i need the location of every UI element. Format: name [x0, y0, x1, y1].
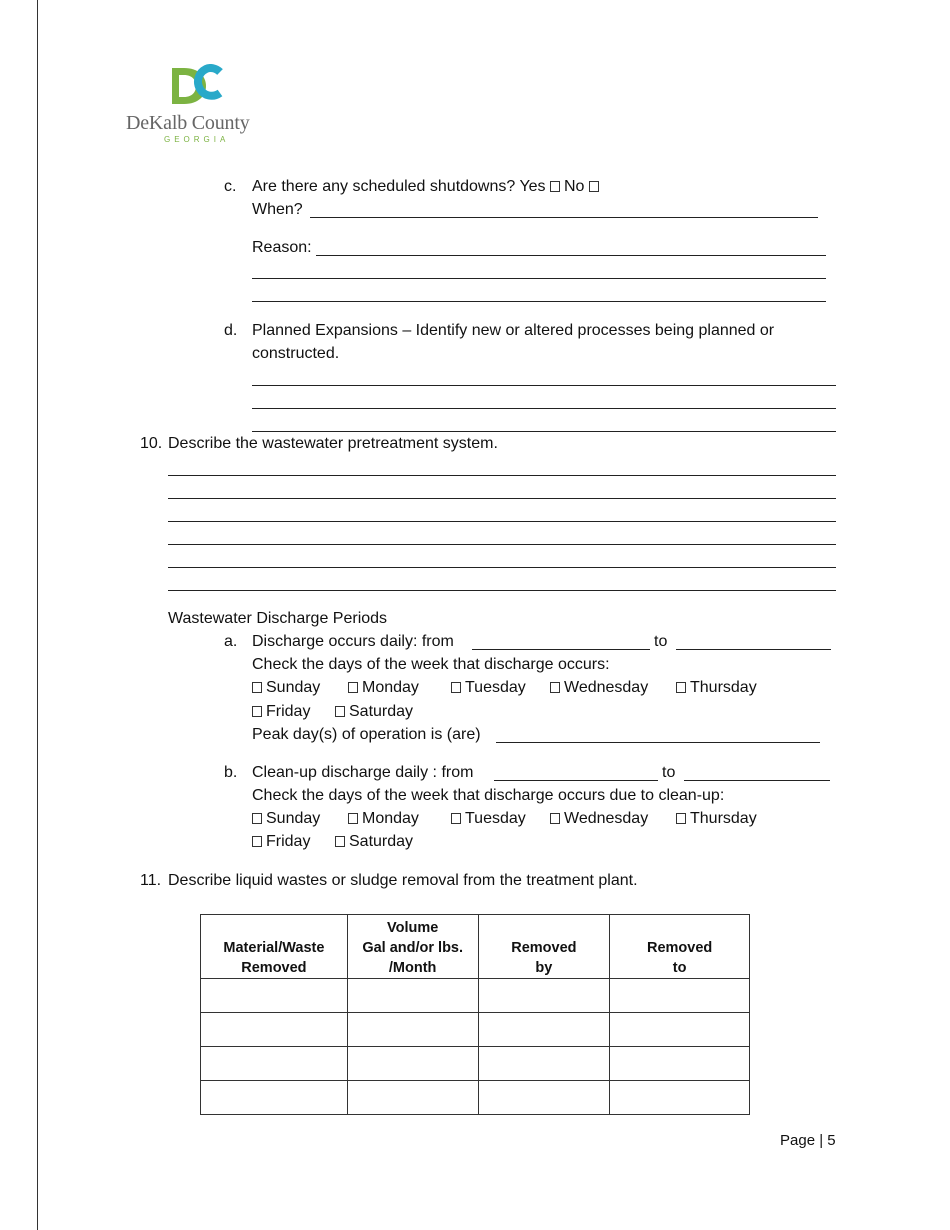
q9d-input-line[interactable] [252, 385, 836, 386]
table-cell[interactable] [201, 1081, 348, 1115]
table-cell[interactable] [610, 1013, 750, 1047]
day-label: Tuesday [465, 810, 526, 827]
checkbox-icon [676, 682, 686, 693]
day-friday-checkbox[interactable] [252, 702, 310, 722]
day-thursday-checkbox[interactable] [676, 678, 757, 698]
q9c-reason-input-line[interactable] [252, 301, 826, 302]
day-label: Sunday [266, 679, 321, 696]
q9c-no-label: No [564, 178, 585, 195]
col-header-material: Material/Waste Removed [201, 915, 348, 979]
q9c-yes-checkbox[interactable] [550, 181, 560, 192]
table-row [201, 979, 750, 1013]
cleanup-day-friday-checkbox[interactable] [252, 832, 310, 852]
discharge-a-text: Discharge occurs daily: from [252, 633, 454, 650]
table-cell[interactable] [347, 979, 478, 1013]
cleanup-day-wednesday-checkbox[interactable] [550, 809, 648, 829]
checkbox-icon [348, 813, 358, 824]
discharge-b-to-label: to [662, 764, 676, 781]
checkbox-icon [252, 706, 262, 717]
table-header-row [201, 915, 750, 979]
day-label: Monday [362, 679, 419, 696]
table-cell[interactable] [610, 979, 750, 1013]
q9c-reason-input-line[interactable] [252, 278, 826, 279]
day-label: Saturday [349, 833, 414, 850]
table-cell[interactable] [347, 1013, 478, 1047]
discharge-a-from-input[interactable] [472, 649, 650, 650]
checkbox-icon [451, 682, 461, 693]
table-cell[interactable] [478, 1081, 610, 1115]
col-header-volume: Volume Gal and/or lbs. /Month [347, 915, 478, 979]
discharge-a-to-label: to [654, 633, 668, 650]
q10-number: 10. [140, 435, 163, 452]
checkbox-icon [335, 706, 345, 717]
q9d-input-line[interactable] [252, 408, 836, 409]
table-cell[interactable] [201, 1013, 348, 1047]
day-label: Friday [266, 833, 311, 850]
checkbox-icon [252, 813, 262, 824]
day-label: Tuesday [465, 679, 526, 696]
checkbox-icon [550, 682, 560, 693]
day-monday-checkbox[interactable] [348, 678, 419, 698]
logo-org-name: DeKalb County [126, 112, 250, 134]
day-wednesday-checkbox[interactable] [550, 678, 648, 698]
q10-text: Describe the wastewater pretreatment system. [168, 435, 498, 452]
table-row [201, 1047, 750, 1081]
logo-state: GEORGIA [164, 135, 230, 144]
q9c-when-label: When? [252, 201, 303, 218]
page-number: Page | 5 [780, 1132, 836, 1149]
day-label: Monday [362, 810, 419, 827]
q10-input-line[interactable] [168, 475, 836, 476]
discharge-b-letter: b. [224, 764, 238, 781]
q10-input-line[interactable] [168, 498, 836, 499]
table-cell[interactable] [201, 1047, 348, 1081]
q9c-text: Are there any scheduled shutdowns? Yes [252, 178, 546, 195]
q9d-line2: constructed. [252, 345, 340, 362]
checkbox-icon [252, 836, 262, 847]
discharge-b-check-text: Check the days of the week that discharge occurs due to clean-up: [252, 787, 725, 804]
checkbox-icon [451, 813, 461, 824]
table-cell[interactable] [478, 1047, 610, 1081]
dc-logo-icon [168, 64, 228, 108]
q9c-when-input-line[interactable] [310, 217, 818, 218]
discharge-a-to-input[interactable] [676, 649, 831, 650]
q9d-line1: Planned Expansions – Identify new or altered processes being planned or [252, 322, 775, 339]
day-sunday-checkbox[interactable] [252, 678, 320, 698]
checkbox-icon [348, 682, 358, 693]
page-margin-line [37, 0, 38, 1230]
day-label: Friday [266, 703, 311, 720]
col-header-removed-by: Removed by [478, 915, 610, 979]
discharge-b-from-input[interactable] [494, 780, 658, 781]
q9d-input-line[interactable] [252, 431, 836, 432]
q9c-question [252, 177, 603, 197]
q11-text: Describe liquid wastes or sludge removal from the treatment plant. [168, 872, 638, 889]
q9c-reason-label: Reason: [252, 239, 312, 256]
cleanup-day-tuesday-checkbox[interactable] [451, 809, 526, 829]
day-label: Thursday [690, 810, 757, 827]
discharge-a-peak-text: Peak day(s) of operation is (are) [252, 726, 481, 743]
day-tuesday-checkbox[interactable] [451, 678, 526, 698]
table-cell[interactable] [347, 1047, 478, 1081]
waste-removal-table [200, 914, 750, 1115]
col-header-removed-to: Removed to [610, 915, 750, 979]
discharge-b-text: Clean-up discharge daily : from [252, 764, 474, 781]
discharge-a-peak-input[interactable] [496, 742, 820, 743]
day-label: Wednesday [564, 679, 649, 696]
q10-input-line[interactable] [168, 567, 836, 568]
q11-number: 11. [140, 872, 162, 889]
discharge-b-to-input[interactable] [684, 780, 830, 781]
q9c-no-checkbox[interactable] [589, 181, 599, 192]
day-label: Thursday [690, 679, 757, 696]
table-row [201, 1081, 750, 1115]
q10-input-line[interactable] [168, 544, 836, 545]
table-cell[interactable] [478, 979, 610, 1013]
day-label: Wednesday [564, 810, 649, 827]
checkbox-icon [252, 682, 262, 693]
day-label: Sunday [266, 810, 321, 827]
q9c-reason-input-line[interactable] [316, 255, 826, 256]
cleanup-day-saturday-checkbox[interactable] [335, 832, 413, 852]
discharge-a-letter: a. [224, 633, 238, 650]
day-label: Saturday [349, 703, 414, 720]
table-cell[interactable] [201, 979, 348, 1013]
cleanup-day-monday-checkbox[interactable] [348, 809, 419, 829]
q9c-letter: c. [224, 178, 237, 195]
table-cell[interactable] [347, 1081, 478, 1115]
cleanup-day-thursday-checkbox[interactable] [676, 809, 757, 829]
q10-input-line[interactable] [168, 521, 836, 522]
discharge-a-check-text: Check the days of the week that discharge occurs: [252, 656, 610, 673]
q10-input-line[interactable] [168, 590, 836, 591]
discharge-heading: Wastewater Discharge Periods [168, 610, 388, 627]
table-cell[interactable] [610, 1047, 750, 1081]
day-saturday-checkbox[interactable] [335, 702, 413, 722]
checkbox-icon [550, 813, 560, 824]
table-row [201, 1013, 750, 1047]
table-cell[interactable] [478, 1013, 610, 1047]
table-cell[interactable] [610, 1081, 750, 1115]
q9d-letter: d. [224, 322, 238, 339]
checkbox-icon [676, 813, 686, 824]
cleanup-day-sunday-checkbox[interactable] [252, 809, 320, 829]
checkbox-icon [335, 836, 345, 847]
dekalb-county-logo [126, 64, 266, 148]
